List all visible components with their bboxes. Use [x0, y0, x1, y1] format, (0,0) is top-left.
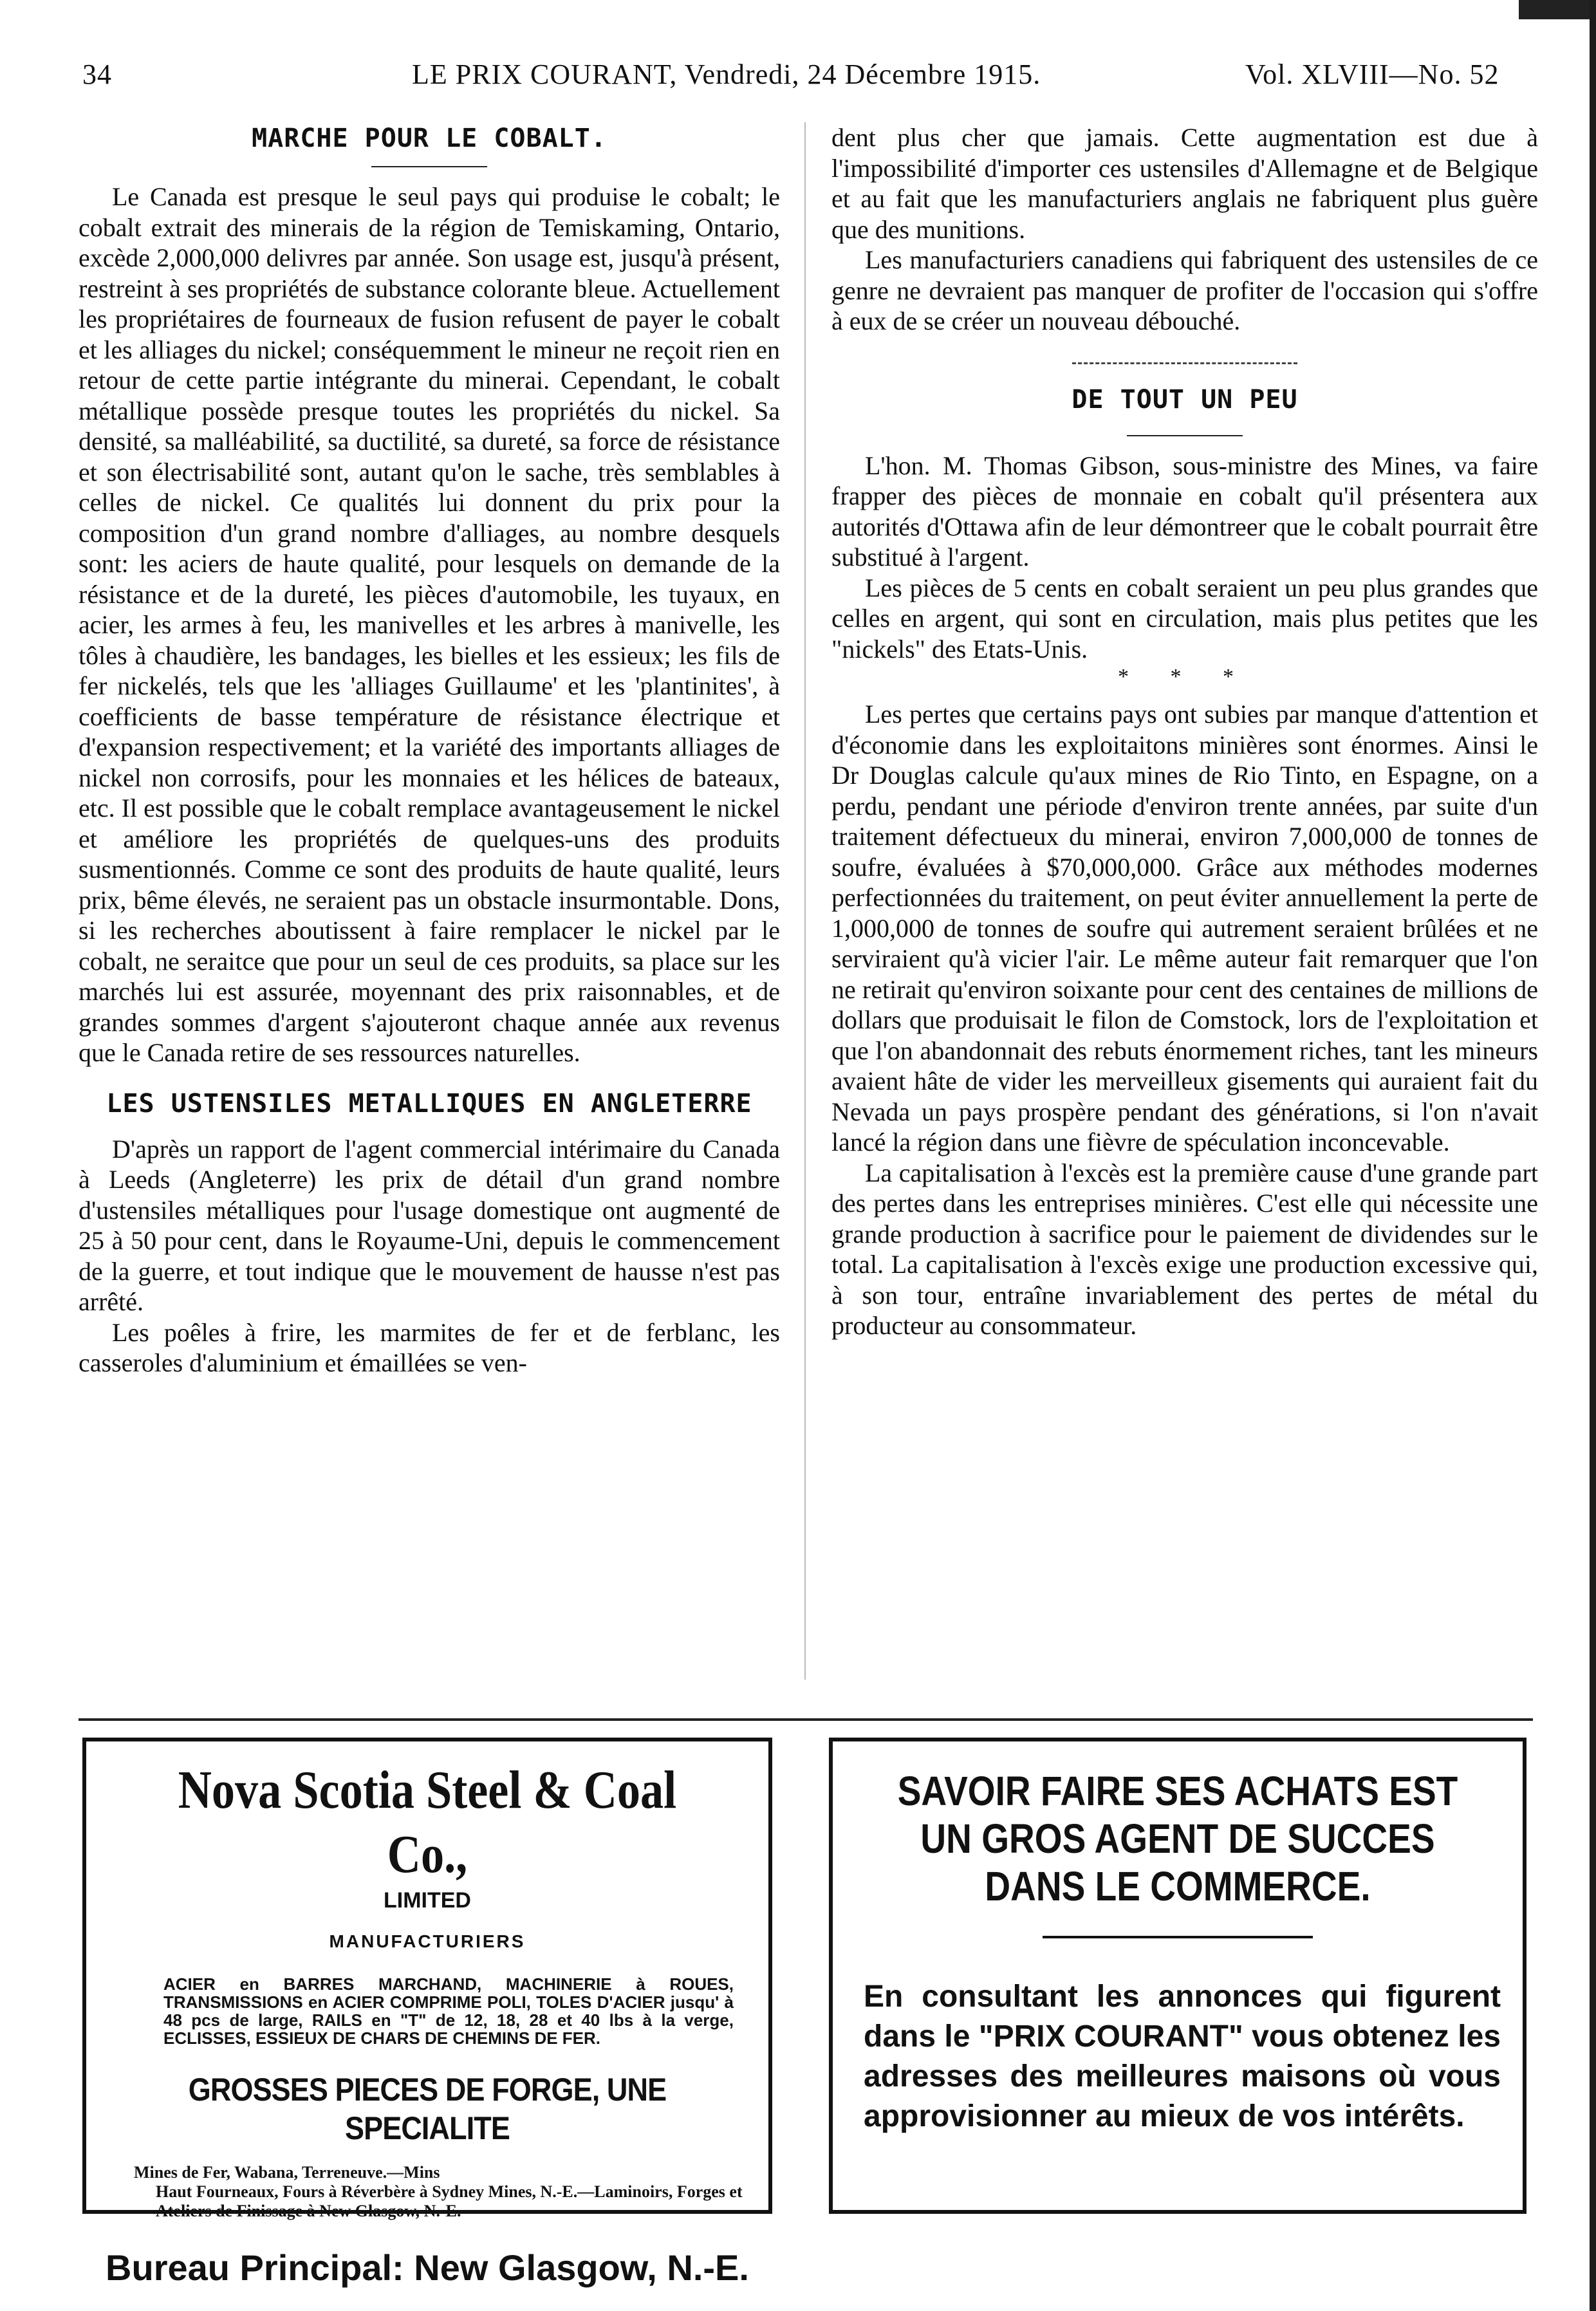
volume-number: Vol. XLVIII—No. 52	[1245, 59, 1499, 90]
asterism: * * *	[1118, 665, 1252, 689]
product-list: ACIER en BARRES MARCHAND, MACHINERIE à ROUES, TRANSMISSIONS en ACIER COMPRIME POLI, TOLES D'ACIER jusqu' à 48 pcs de large, RAILS en "T" de 12, 18, 28 et 40 lbs à la verge, ECLISSES, ESSIEUX DE CHARS DE CHEMINS DE FER.	[163, 1974, 734, 2048]
article-paragraph: La capitalisation à l'excès est la première cause d'une grande part des pertes dans les entreprises minières. C'est elle qui nécessite une grande production à sacrifice pour le paiement de dividendes sur le total. La capitalisation à l'excès exige une production excessive qui, à son tour, entraîne invariablement des pertes de métal du producteur au consommateur.	[831, 1158, 1538, 1340]
article-title-cobalt: MARCHE POUR LE COBALT.	[252, 124, 607, 153]
publication-line: LE PRIX COURANT, Vendredi, 24 Décembre 1915.	[412, 59, 1041, 90]
scan-edge	[1590, 0, 1596, 2311]
advertiser-limited: LIMITED	[384, 1888, 471, 1913]
advertiser-category: MANUFACTURIERS	[329, 1931, 526, 1951]
scan-edge-mark	[1519, 0, 1596, 19]
article-paragraph: D'après un rapport de l'agent commercial intérimaire du Canada à Leeds (Angleterre) les prix de détail d'un grand nombre d'ustensiles métalliques pour l'usage domestique ont augmenté de 25 à 50 pour cent, dans le Royaume-Uni, depuis le commencement de la guerre, et tout indique que le mouvement de hausse n'est pas arrêté.	[79, 1134, 780, 1316]
ad-headline: SAVOIR FAIRE SES ACHATS EST UN GROS AGENT DE SUCCES DANS LE COMMERCE.	[897, 1768, 1458, 1909]
section-separator	[1072, 362, 1297, 364]
locations-line: Haut Fourneaux, Fours à Réverbère à Sydney Mines, N.-E.—Laminoirs, Forges et Ateliers de Finissage à New Glasgow, N.-E.	[156, 2182, 743, 2220]
title-rule	[371, 166, 487, 167]
page-number: 34	[82, 59, 112, 90]
article-paragraph: Le Canada est presque le seul pays qui produise le cobalt; le cobalt extrait des minerais de la région de Temiskaming, Ontario, excède 2,000,000 delivres par année. Son usage est, jusqu'à présent, restreint à ses propriétés de substance colorante bleue. Actuellement les propriétaires de fourneaux de fusion refusent de payer le cobalt et les alliages du nickel; conséquemment le mineur ne reçoit rien en retour de cette partie intégrante du minerai. Cependant, le cobalt métallique possède presque toutes les propriétés du nickel. Sa densité, sa malléabilité, sa ductilité, sa dureté, sa force de résistance et son électrisabilité sont, autant qu'on le sache, très semblables à celles de nickel. Ce qualités lui donnent du prix pour la composition d'un grand nombre d'alliages, au nombre desquels sont: les aciers de haute qualité, pour lesquels on demande de la résistance et de la dureté, les pièces d'automobile, les tuyaux, en acier, les armes à feu, les manivelles et les arbres à manivelle, les tôles à chaudière, les bandages, les bielles et les essieux; les fils de fer nickelés, tels que les 'alliages Guillaume' et les 'plantinites', à coefficients de basse température de résistance électrique et d'expansion respectivement; et la variété des importants alliages de nickel non corrosifs, pour les monnaies et les hélices de bateaux, etc. Il est possible que le cobalt remplace avantageusement le nickel et améliore les propriétés de quelques-uns des produits susmentionnés. Comme ce sont des produits de haute qualité, leurs prix, bême élevés, ne seraient pas un obstacle insurmontable. Dons, si les recherches aboutissent à faire remplacer le nickel par le cobalt, ne seraitce que pour un seul de ces produits, sa place sur les marchés lui est assurée, moyennant des prix raisonnables, et de grandes sommes d'argent s'ajouteront chaque année aux revenus que le Canada retire de ses ressources naturelles.	[79, 182, 780, 1067]
article-paragraph: dent plus cher que jamais. Cette augmentation est due à l'impossibilité d'importer ces ustensiles d'Allemagne et de Belgique et au fait que les manufacturiers anglais ne fabriquent plus guère que des munitions.	[831, 123, 1538, 244]
article-paragraph: Les pertes que certains pays ont subies par manque d'attention et d'économie dans les exploitaitons minières sont énormes. Ainsi le Dr Douglas calcule qu'aux mines de Rio Tinto, en Espagne, on a perdu, pendant une période d'environ trente années, par suite d'un traitement défectueux du minerai, environ 7,000,000 de tonnes de soufre, évaluées à $70,000,000. Grâce aux méthodes modernes perfectionnées du traitement, on peut éviter annuellement la perte de 1,000,000 de tonnes de soufre qui autrement seraient brûlées et ne serviraient qu'à vicier l'air. Le même auteur fait remarquer que l'on ne retirait qu'environ soixante pour cent des centaines de millions de dollars que produisait le filon de Comstock, lors de l'exploitation et que l'on abandonnait des rebuts énormement riches, tant les mineurs avaient hâte de vider les merveilleux gisements qui auraient fait du Nevada un pays prospère pendant des générations, si l'on n'avait lancé la région dans une fièvre de spéculation inconcevable.	[831, 700, 1538, 1156]
speciality-line: GROSSES PIECES DE FORGE, UNE SPECIALITE	[188, 2072, 667, 2146]
article-paragraph: Les manufacturiers canadiens qui fabriquent des ustensiles de ce genre ne devraient pas manquer de profiter de l'occasion qui s'offre à eux de se créer un nouveau débouché.	[831, 245, 1538, 335]
article-paragraph: Les poêles à frire, les marmites de fer et de ferblanc, les casseroles d'aluminium et émaillées se ven-	[79, 1317, 780, 1377]
advertisement-rule	[79, 1718, 1533, 1721]
advertisement-nova-scotia-steel	[82, 1738, 772, 2288]
page-header	[0, 58, 1596, 109]
column-divider	[804, 122, 806, 1680]
article-title-ustensiles: LES USTENSILES METALLIQUES EN ANGLETERRE	[106, 1088, 752, 1118]
right-column	[831, 122, 1538, 1341]
title-rule	[1127, 435, 1243, 436]
head-office: Bureau Principal: New Glasgow, N.-E.	[106, 2247, 749, 2288]
left-column	[79, 122, 780, 1378]
advertisement-savoir-faire	[829, 1738, 1526, 2214]
article-paragraph: Les pièces de 5 cents en cobalt seraient un peu plus grandes que celles en argent, qui sont en circulation, mais plus petites que les "nickels" des Etats-Unis.	[831, 573, 1538, 664]
locations	[134, 2163, 743, 2221]
ad-rule	[1043, 1936, 1313, 1938]
advertiser-name: Nova Scotia Steel & Coal Co.,	[178, 1760, 677, 1884]
ad-body: En consultant les annonces qui figurent dans le "PRIX COURANT" vous obtenez les adresses des meilleures maisons où vous approvisionner au mieux de vos intérêts.	[864, 1980, 1501, 2133]
article-title-tout: DE TOUT UN PEU	[1072, 384, 1298, 414]
locations-line: Mines de Fer, Wabana, Terreneuve.—Mins	[134, 2163, 440, 2182]
article-paragraph: L'hon. M. Thomas Gibson, sous-ministre des Mines, va faire frapper des pièces de monnaie en cobalt qu'il présentera aux autorités d'Ottawa afin de leur démontreer que le cobalt pourrait être substitué à l'argent.	[831, 450, 1538, 571]
